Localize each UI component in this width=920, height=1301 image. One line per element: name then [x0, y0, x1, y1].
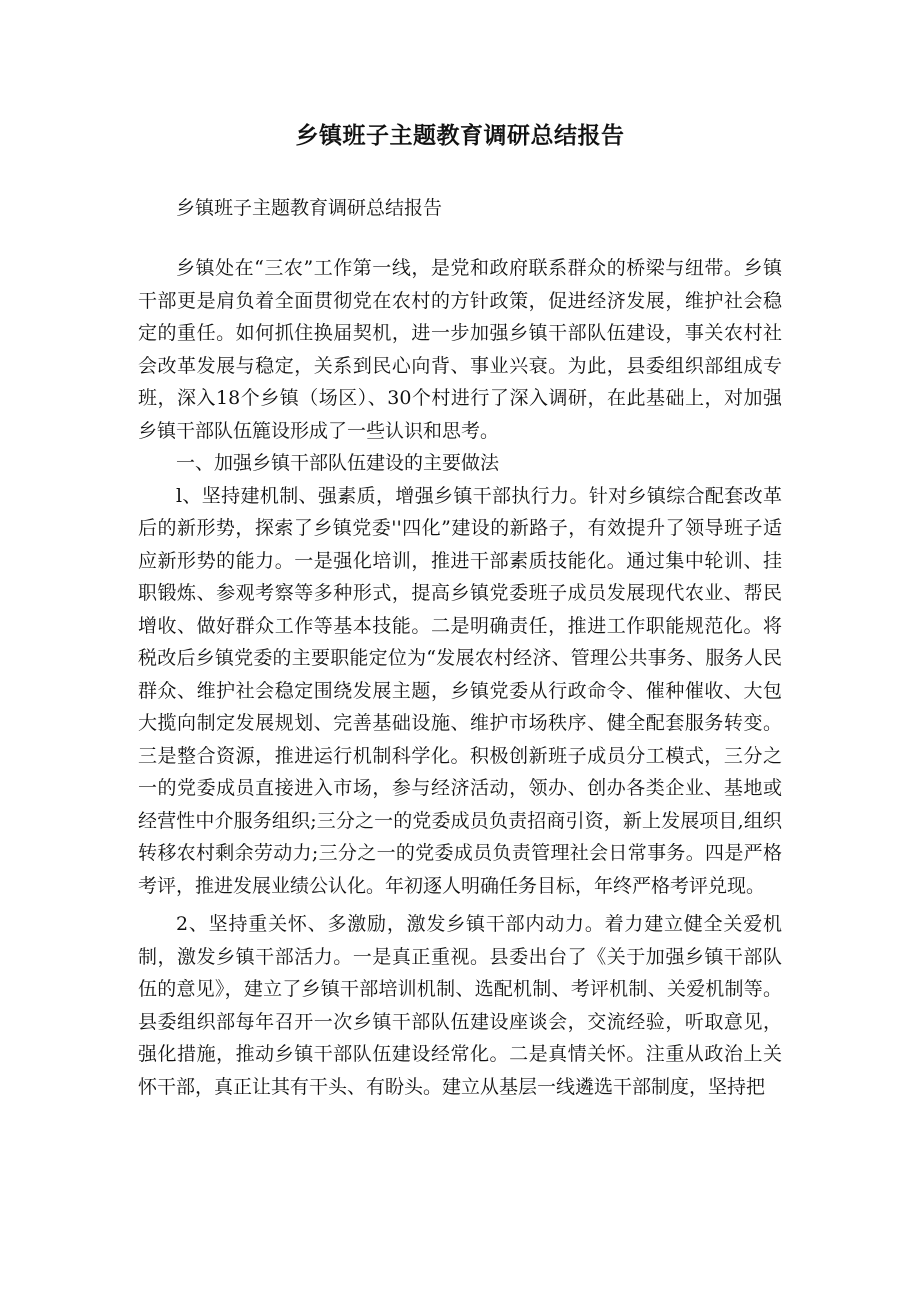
paragraph-intro: 乡镇处在“三农”工作第一线，是党和政府联系群众的桥梁与纽带。乡镇干部更是肩负着全面贯彻党在农村的方针政策，促进经济发展，维护社会稳定的重任。如何抓住换届契机，进一步加强乡镇干部队伍建设，事关农村社会改革发展与稳定，关系到民心向背、事业兴衰。为此，县委组织部组成专班，深入18个乡镇（场区）、30个村进行了深入调研，在此基础上，对加强乡镇干部队伍簏设形成了一些认识和思考。: [138, 257, 782, 442]
document-title: 乡镇班子主题教育调研总结报告: [295, 123, 625, 149]
document-subtitle: 乡镇班子主题教育调研总结报告: [176, 197, 443, 219]
paragraph-point-2: 2、坚持重关怀、多激励，激发乡镇干部内动力。着力建立健全关爱机制，激发乡镇干部活力。一是真正重视。县委出台了《关于加强乡镇干部队伍的意见》，建立了乡镇干部培训机制、选配机制、考评机制、关爱机制等。县委组织部每年召开一次乡镇干部队伍建设座谈会，交流经验，听取意见，强化措施，推动乡镇干部队伍建设经常化。二是真情关怀。注重从政治上关怀干部，真正让其有干头、有盼头。建立从基层一线遴选干部制度，坚持把: [138, 913, 782, 1098]
document-body: [138, 252, 782, 1103]
section-heading-1: 一、加强乡镇干部队伍建设的主要做法: [176, 452, 500, 474]
paragraph-point-1: l、坚持建机制、强素质，增强乡镇干部执行力。针对乡镇综合配套改革后的新形势，探索了乡镇党委''四化”建设的新路子，有效提升了领导班子适应新形势的能力。一是强化培训，推进干部素质技能化。通过集中轮训、挂职锻炼、参观考察等多种形式，提高乡镇党委班子成员发展现代农业、帮民增收、做好群众工作等基本技能。二是明确责任，推进工作职能规范化。将税改后乡镇党委的主要职能定位为“发展农村经济、管理公共事务、服务人民群众、维护社会稳定围绕发展主题，乡镇党委从行政命令、催种催收、大包大揽向制定发展规划、完善基础设施、维护市场秩序、健全配套服务转变。三是整合资源，推进运行机制科学化。积极创新班子成员分工模式，三分之一的党委成员直接进入市场，参与经济活动，领办、创办各类企业、基地或经营性中介服务组织;三分之一的党委成员负责招商引资，新上发展项目,组织转移农村剩余劳动力;三分之一的党委成员负责管理社会日常事务。四是严格考评，推进发展业绩公认化。年初逐人明确任务目标，年终严格考评兑现。: [138, 484, 782, 897]
